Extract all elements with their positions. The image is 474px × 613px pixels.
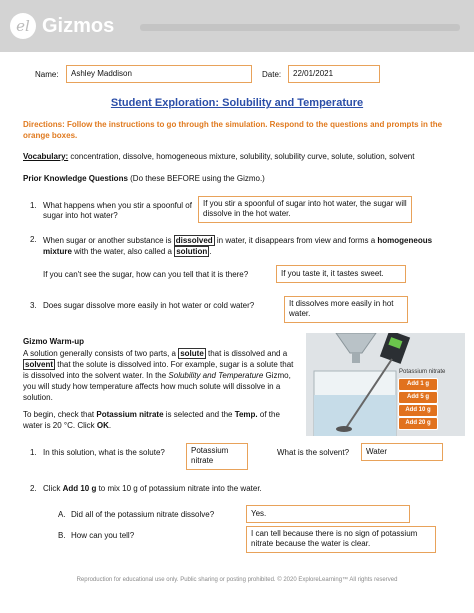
prior-q3-number: 3. <box>30 301 37 310</box>
warmup-qa-letter: A. <box>58 510 66 519</box>
beaker-illustration <box>306 333 465 436</box>
warmup-qb-letter: B. <box>58 531 66 540</box>
prior-knowledge-heading <box>23 174 265 184</box>
term-solution: solution <box>176 247 208 256</box>
prior-q3-answer[interactable]: It dissolves more easily in hot water. <box>284 296 408 323</box>
logo-mark: el <box>16 17 30 35</box>
prior-heading-note: (Do these BEFORE using the Gizmo.) <box>127 174 265 183</box>
how-tell-answer[interactable]: I can tell because there is no sign of potassium nitrate because the water is clear. <box>246 526 436 553</box>
add-5g-button[interactable]: Add 5 g <box>398 391 438 404</box>
prior-heading-text: Prior Knowledge Questions <box>23 174 128 183</box>
prior-q2-number: 2. <box>30 235 37 244</box>
prior-q2-answer[interactable]: If you taste it, it tastes sweet. <box>276 265 406 283</box>
solvent-answer[interactable]: Water <box>361 443 443 461</box>
dissolve-answer[interactable]: Yes. <box>246 505 410 523</box>
prior-q1-number: 1. <box>30 201 37 210</box>
directions: Directions: Follow the instructions to go through the simulation. Respond to the questions and prompts in the orange boxes. <box>23 120 443 140</box>
term-homogeneous-mixture: homogeneous mixture <box>43 236 433 256</box>
footer-copyright: Reproduction for educational use only. Public sharing or posting prohibited. © 2020 ExploreLearning™ All rights reserved <box>76 577 398 583</box>
add-10g-button[interactable]: Add 10 g <box>398 404 438 417</box>
logo-text: Gizmos <box>42 15 115 37</box>
page-title: Student Exploration: Solubility and Temperature <box>110 97 364 109</box>
warmup-q1-text: In this solution, what is the solute? <box>43 448 165 457</box>
warmup-qb-text: How can you tell? <box>71 531 135 540</box>
warmup-heading: Gizmo Warm-up <box>23 337 85 346</box>
sim-substance-label: Potassium nitrate <box>399 369 446 375</box>
gizmo-name: Solubility and Temperature <box>168 371 264 380</box>
prior-q2-text: When sugar or another substance is dissolved in water, it disappears from view and forms a homogeneous mixture with the water, also called a solution . <box>43 236 433 256</box>
name-field[interactable]: Ashley Maddison <box>66 65 252 83</box>
add-1g-button[interactable]: Add 1 g <box>398 378 438 391</box>
blurred-banner-text <box>140 24 460 31</box>
warmup-paragraph-2: To begin, check that Potassium nitrate is selected and the Temp. of the water is 20 °C. Click OK. <box>23 410 280 430</box>
prior-q1-text: What happens when you stir a spoonful of sugar into hot water? <box>43 201 192 220</box>
add-20g-button[interactable]: Add 20 g <box>398 417 438 430</box>
term-solute: solute <box>180 349 204 358</box>
vocabulary-text: concentration, dissolve, homogeneous mixture, solubility, solubility curve, solute, solution, solvent <box>68 152 415 161</box>
warmup-q1b-text: What is the solvent? <box>277 448 350 457</box>
vocabulary-label: Vocabulary: <box>23 152 69 161</box>
name-label: Name: <box>35 70 59 79</box>
term-solvent: solvent <box>25 360 54 369</box>
warmup-paragraph-1: A solution generally consists of two parts, a solute that is dissolved and a solvent that the solute is dissolved into. For example, sugar is a solute that is dissolved into the solvent water. In the Solubility and Temperature Gizmo, you will study how temperature affects how much solute will dissolve in a solution. <box>23 349 294 402</box>
gizmo-simulation-image <box>306 333 465 436</box>
warmup-qa-text: Did all of the potassium nitrate dissolve? <box>71 510 215 519</box>
solute-answer[interactable]: Potassium nitrate <box>186 443 248 470</box>
date-field[interactable]: 22/01/2021 <box>288 65 380 83</box>
prior-q2-sub: If you can't see the sugar, how can you tell that it is there? <box>43 270 249 279</box>
term-dissolved: dissolved <box>175 236 213 245</box>
warmup-q2-number: 2. <box>30 484 37 493</box>
date-label: Date: <box>262 70 282 79</box>
warmup-q2-text: Click Add 10 g to mix 10 g of potassium nitrate into the water. <box>43 484 262 493</box>
prior-q1-answer[interactable]: If you stir a spoonful of sugar into hot water, the sugar will dissolve in the hot water. <box>198 196 412 223</box>
vocabulary <box>23 152 463 162</box>
prior-q3-text: Does sugar dissolve more easily in hot water or cold water? <box>43 301 255 310</box>
warmup-q1-number: 1. <box>30 448 37 457</box>
